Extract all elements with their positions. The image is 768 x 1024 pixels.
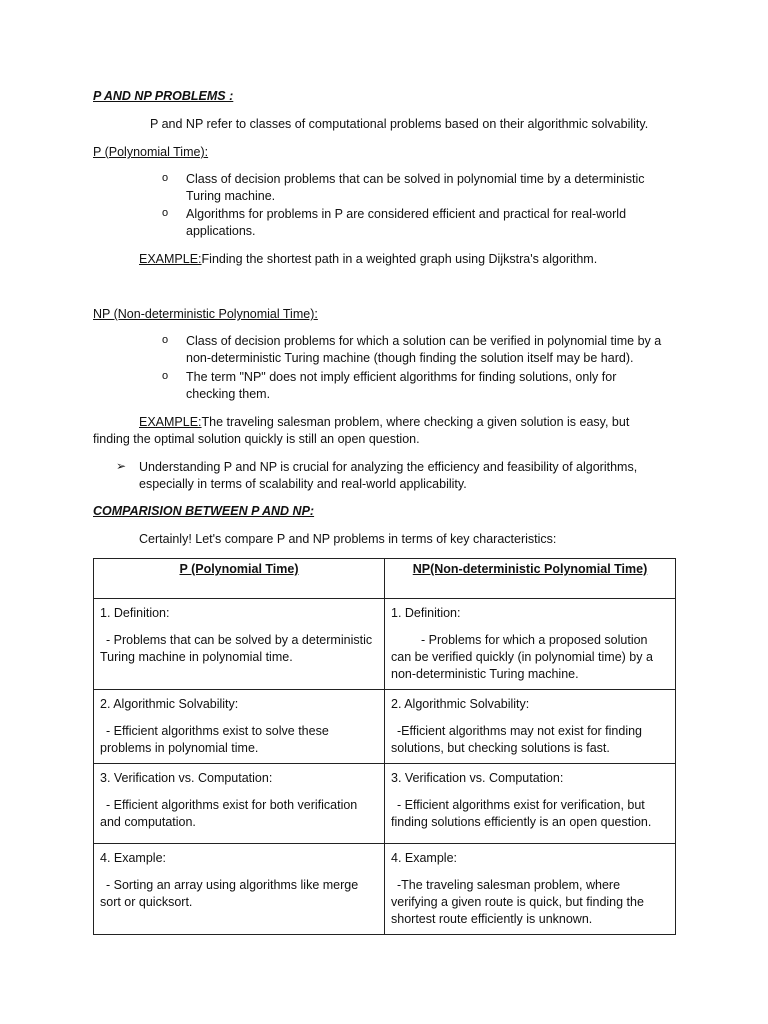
cell-body: - Efficient algorithms exist for both verification and computation. — [100, 798, 358, 829]
cell-body: - Problems that can be solved by a deterministic Turing machine in polynomial time. — [100, 633, 373, 664]
cell-heading: 2. Algorithmic Solvability: — [391, 697, 530, 711]
table-cell — [94, 764, 385, 844]
arrow-bullet-icon: ➢ — [116, 459, 127, 473]
table-row — [94, 690, 676, 764]
column-header-np: NP(Non-deterministic Polynomial Time) — [385, 559, 676, 599]
cell-heading: 1. Definition: — [391, 606, 461, 620]
intro-text: P and NP refer to classes of computational problems based on their algorithmic solvability. — [150, 117, 649, 131]
cell-heading: 2. Algorithmic Solvability: — [100, 697, 239, 711]
np-section-heading: NP (Non-deterministic Polynomial Time): — [93, 307, 318, 321]
table-cell — [385, 690, 676, 764]
table-row — [94, 599, 676, 690]
p-bullet-1: Class of decision problems that can be solved in polynomial time by a deterministic Turing machine. — [186, 172, 645, 203]
cell-body: -The traveling salesman problem, where verifying a given route is quick, but finding the shortest route efficiently is unknown. — [391, 878, 644, 926]
cell-body: - Problems for which a proposed solution can be verified quickly (in polynomial time) by a non-deterministic Turing machine. — [391, 633, 653, 681]
arrow-point-text: Understanding P and NP is crucial for analyzing the efficiency and feasibility of algorithms, especially in terms of scalability and real-world applicability. — [139, 460, 638, 491]
bullet-marker: o — [162, 334, 169, 346]
np-bullet-2: The term "NP" does not imply efficient algorithms for finding solutions, only for checking them. — [186, 370, 617, 401]
comparison-heading: COMPARISION BETWEEN P AND NP: — [93, 504, 315, 518]
table-row — [94, 764, 676, 844]
bullet-marker: o — [162, 207, 169, 219]
table-header-row — [94, 559, 676, 599]
cell-heading: 3. Verification vs. Computation: — [100, 771, 273, 785]
p-bullet-2: Algorithms for problems in P are considered efficient and practical for real-world applications. — [186, 207, 627, 238]
cell-body: -Efficient algorithms may not exist for finding solutions, but checking solutions is fast. — [391, 724, 643, 755]
np-example — [93, 414, 653, 448]
np-example-label: EXAMPLE: — [139, 415, 202, 429]
bullet-marker: o — [162, 370, 169, 382]
table-row — [94, 844, 676, 935]
np-example-text: The traveling salesman problem, where checking a given solution is easy, but finding the optimal solution quickly is still an open question. — [93, 415, 630, 446]
cell-heading: 3. Verification vs. Computation: — [391, 771, 564, 785]
comparison-table — [93, 558, 676, 935]
table-cell — [385, 844, 676, 935]
table-cell — [385, 599, 676, 690]
cell-heading: 4. Example: — [391, 851, 458, 865]
p-example-label: EXAMPLE: — [139, 252, 202, 266]
table-cell — [94, 690, 385, 764]
table-cell — [94, 599, 385, 690]
cell-body: - Efficient algorithms exist to solve these problems in polynomial time. — [100, 724, 329, 755]
column-header-p: P (Polynomial Time) — [94, 559, 385, 599]
table-cell — [94, 844, 385, 935]
comparison-intro: Certainly! Let's compare P and NP problems in terms of key characteristics: — [139, 532, 557, 546]
table-cell — [385, 764, 676, 844]
np-bullet-1: Class of decision problems for which a solution can be verified in polynomial time by a non-deterministic Turing machine (though finding the solution itself may be hard). — [186, 334, 662, 365]
p-example — [139, 251, 597, 268]
page-title: P AND NP PROBLEMS : — [93, 89, 234, 103]
bullet-marker: o — [162, 172, 169, 184]
p-example-text: Finding the shortest path in a weighted graph using Dijkstra's algorithm. — [201, 252, 598, 266]
cell-body: - Efficient algorithms exist for verification, but finding solutions efficiently is an open question. — [391, 798, 652, 829]
cell-heading: 4. Example: — [100, 851, 167, 865]
cell-body: - Sorting an array using algorithms like merge sort or quicksort. — [100, 878, 359, 909]
p-section-heading: P (Polynomial Time): — [93, 145, 209, 159]
cell-heading: 1. Definition: — [100, 606, 170, 620]
